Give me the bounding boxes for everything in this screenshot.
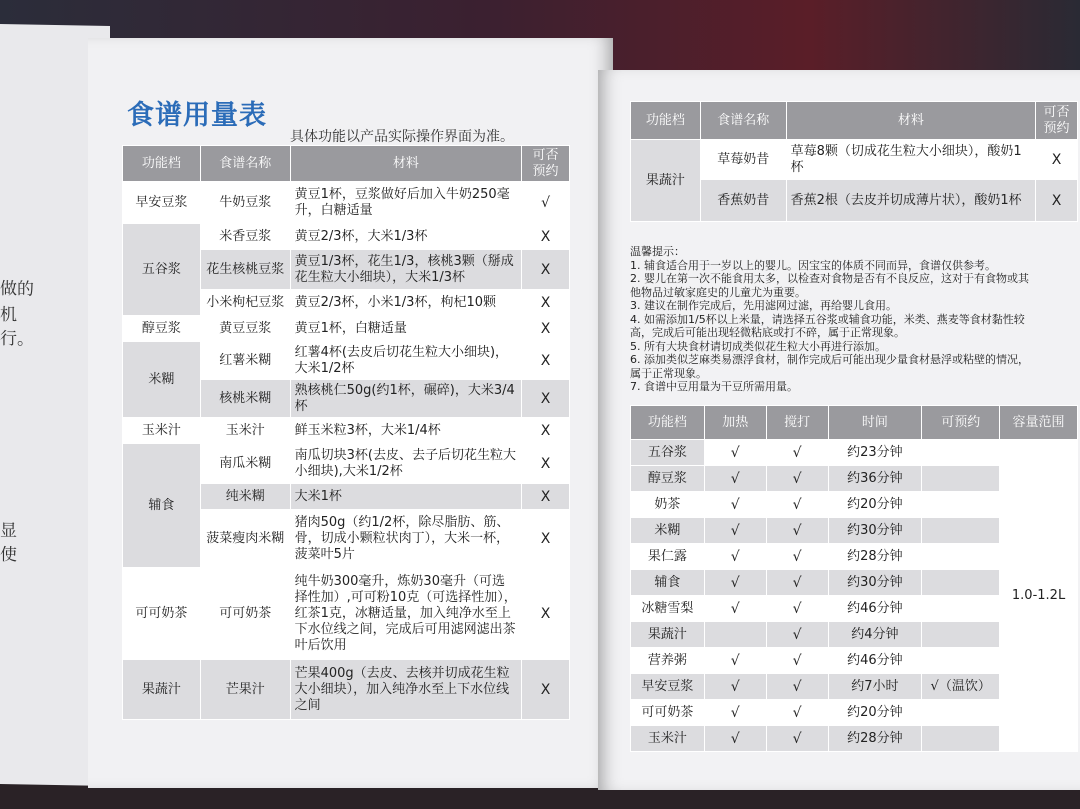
cell-func: 奶茶 — [631, 492, 705, 518]
cell-func: 五谷浆 — [631, 440, 705, 466]
cell-func: 果仁露 — [631, 544, 705, 570]
cell-heat: √ — [704, 466, 766, 492]
prev-page-fragment: 机 — [0, 305, 17, 326]
cell-heat: √ — [704, 596, 766, 622]
cell-reserve: X — [522, 418, 570, 444]
cell-time: 约28分钟 — [828, 544, 922, 570]
cell-time: 约7小时 — [828, 674, 922, 700]
cell-name: 草莓奶昔 — [700, 140, 786, 180]
cell-heat: √ — [704, 570, 766, 596]
cell-heat: √ — [704, 726, 766, 752]
cell-heat: √ — [704, 492, 766, 518]
cell-name: 纯米糊 — [200, 484, 290, 510]
cell-name: 芒果汁 — [200, 660, 290, 720]
header-func: 功能档 — [631, 406, 705, 440]
cell-reserve: X — [522, 316, 570, 342]
cell-reserve: X — [522, 484, 570, 510]
header-material: 材料 — [786, 102, 1035, 140]
table-row — [123, 418, 570, 444]
table-row — [123, 224, 570, 250]
cell-func: 早安豆浆 — [631, 674, 705, 700]
cell-reserve: X — [522, 250, 570, 290]
cell-name: 香蕉奶昔 — [700, 180, 786, 222]
table-row — [123, 316, 570, 342]
tips-line: 7. 食谱中豆用量为干豆所需用量。 — [630, 380, 798, 393]
cell-reserve: X — [522, 380, 570, 418]
cell-func: 果蔬汁 — [123, 660, 201, 720]
table-row — [123, 182, 570, 224]
cell-reserve: X — [1036, 140, 1078, 180]
cell-material: 红薯4杯(去皮后切花生粒大小细块)，大米1/2杯 — [290, 342, 521, 380]
cell-time: 约23分钟 — [828, 440, 922, 466]
cell-time: 约20分钟 — [828, 492, 922, 518]
cell-blend: √ — [766, 440, 828, 466]
cell-material: 黄豆1杯，豆浆做好后加入牛奶250毫升，白糖适量 — [290, 182, 521, 224]
cell-heat: √ — [704, 544, 766, 570]
cell-material: 草莓8颗（切成花生粒大小细块），酸奶1杯 — [786, 140, 1035, 180]
table-row — [123, 342, 570, 380]
table-row — [631, 440, 1078, 466]
header-heat: 加热 — [704, 406, 766, 440]
table-row — [123, 660, 570, 720]
cell-reserve: X — [522, 224, 570, 250]
cell-time: 约46分钟 — [828, 648, 922, 674]
cell-time: 约30分钟 — [828, 518, 922, 544]
tips-line: 6. 添加类似芝麻类易漂浮食材，制作完成后可能出现少量食材悬浮或粘壁的情况， — [630, 353, 1029, 366]
cell-reserve — [922, 700, 1000, 726]
tips-line: 1. 辅食适合用于一岁以上的婴儿。因宝宝的体质不同而异，食谱仅供参考。 — [630, 258, 996, 272]
prev-page-fragment: 做的 — [0, 279, 34, 300]
cell-func: 醇豆浆 — [123, 316, 201, 342]
cell-reserve: X — [522, 568, 570, 660]
cell-reserve — [922, 726, 1000, 752]
page-title: 食谱用量表 — [127, 100, 267, 131]
cell-func: 玉米汁 — [631, 726, 705, 752]
cell-material: 猪肉50g（约1/2杯，除尽脂肪、筋、骨，切成小颗粒状肉丁），大米一杯，菠菜叶5片 — [290, 510, 521, 568]
prev-page-fragment: 使 — [0, 545, 17, 566]
header-reserve: 可否 预约 — [522, 146, 570, 182]
prev-page-fragment: 行。 — [0, 329, 34, 350]
cell-time: 约46分钟 — [828, 596, 922, 622]
cell-reserve — [922, 648, 1000, 674]
cell-reserve: √ — [522, 182, 570, 224]
cell-func: 早安豆浆 — [123, 182, 201, 224]
cell-func: 营养粥 — [631, 648, 705, 674]
cell-func: 米糊 — [631, 518, 705, 544]
tips-section — [630, 245, 1080, 394]
header-capacity: 容量范围 — [1000, 406, 1078, 440]
cell-material: 大米1杯 — [290, 484, 521, 510]
cell-heat: √ — [704, 674, 766, 700]
cell-material: 香蕉2根（去皮并切成薄片状），酸奶1杯 — [786, 180, 1035, 222]
cell-material: 南瓜切块3杯(去皮、去子后切花生粒大小细块),大米1/2杯 — [290, 444, 521, 484]
header-func: 功能档 — [631, 102, 701, 140]
header-name: 食谱名称 — [200, 146, 290, 182]
cell-name: 黄豆豆浆 — [200, 316, 290, 342]
cell-material: 熟核桃仁50g(约1杯，碾碎)，大米3/4杯 — [290, 380, 521, 418]
cell-time: 约20分钟 — [828, 700, 922, 726]
cell-reserve — [922, 622, 1000, 648]
cell-material: 黄豆2/3杯，小米1/3杯，枸杞10颗 — [290, 290, 521, 316]
cell-func: 可可奶茶 — [631, 700, 705, 726]
page-subtitle: 具体功能以产品实际操作界面为准。 — [290, 129, 514, 145]
cell-func: 玉米汁 — [123, 418, 201, 444]
table-row — [631, 140, 1078, 180]
cell-reserve — [922, 544, 1000, 570]
cell-blend: √ — [766, 492, 828, 518]
cell-reserve: X — [522, 660, 570, 720]
tips-line: 3. 建议在制作完成后，先用滤网过滤，再给婴儿食用。 — [630, 299, 897, 312]
cell-reserve: √（温饮） — [922, 674, 1000, 700]
table-row — [123, 444, 570, 484]
cell-heat: √ — [704, 518, 766, 544]
cell-name: 牛奶豆浆 — [200, 182, 290, 224]
cell-blend: √ — [766, 726, 828, 752]
header-name: 食谱名称 — [700, 102, 786, 140]
cell-capacity: 1.0-1.2L — [1000, 440, 1078, 752]
cell-time: 约36分钟 — [828, 466, 922, 492]
cell-blend: √ — [766, 700, 828, 726]
cell-time: 约30分钟 — [828, 570, 922, 596]
cell-reserve — [922, 570, 1000, 596]
header-blend: 搅打 — [766, 406, 828, 440]
tips-line: 属于正常现象。 — [630, 366, 707, 380]
cell-name: 小米枸杞豆浆 — [200, 290, 290, 316]
cell-blend: √ — [766, 596, 828, 622]
cell-name: 玉米汁 — [200, 418, 290, 444]
tips-line: 2. 婴儿在第一次不能食用太多，以检查对食物是否有不良反应，这对于有食物或其 — [630, 272, 1029, 285]
cell-reserve: X — [522, 342, 570, 380]
cell-time: 约4分钟 — [828, 622, 922, 648]
cell-blend: √ — [766, 544, 828, 570]
cell-func: 果蔬汁 — [631, 140, 701, 222]
cell-func: 醇豆浆 — [631, 466, 705, 492]
cell-heat: √ — [704, 700, 766, 726]
cell-func: 可可奶茶 — [123, 568, 201, 660]
cell-reserve — [922, 492, 1000, 518]
tips-line: 温馨提示： — [630, 245, 685, 258]
cell-time: 约28分钟 — [828, 726, 922, 752]
tips-line: 5. 所有大块食材请切成类似花生粒大小再进行添加。 — [630, 339, 886, 353]
cell-heat: √ — [704, 648, 766, 674]
fruit-recipe-table — [630, 101, 1078, 222]
tips-line: 他物品过敏家庭史的儿童尤为重要。 — [630, 285, 806, 299]
cell-func: 果蔬汁 — [631, 622, 705, 648]
cell-heat: √ — [704, 440, 766, 466]
cell-reserve — [922, 440, 1000, 466]
header-func: 功能档 — [123, 146, 201, 182]
cell-blend: √ — [766, 518, 828, 544]
header-reserve: 可否 预约 — [1036, 102, 1078, 140]
header-reserve: 可预约 — [922, 406, 1000, 440]
cell-name: 米香豆浆 — [200, 224, 290, 250]
header-time: 时间 — [828, 406, 922, 440]
cell-blend: √ — [766, 622, 828, 648]
prev-page-fragment: 显 — [0, 521, 17, 542]
cell-name: 花生核桃豆浆 — [200, 250, 290, 290]
header-material: 材料 — [290, 146, 521, 182]
cell-name: 可可奶茶 — [200, 568, 290, 660]
cell-func: 辅食 — [631, 570, 705, 596]
cell-blend: √ — [766, 648, 828, 674]
cell-material: 黄豆1杯，白糖适量 — [290, 316, 521, 342]
cell-reserve — [922, 518, 1000, 544]
recipe-table — [122, 145, 570, 720]
cell-blend: √ — [766, 570, 828, 596]
cell-material: 黄豆2/3杯，大米1/3杯 — [290, 224, 521, 250]
cell-func: 五谷浆 — [123, 224, 201, 316]
table-row — [123, 568, 570, 660]
function-table — [630, 405, 1078, 752]
cell-reserve — [922, 596, 1000, 622]
cell-reserve: X — [522, 444, 570, 484]
tips-line: 4. 如需添加1/5杯以上米量，请选择五谷浆或辅食功能，米类、燕麦等食材黏性较 — [630, 312, 1025, 326]
cell-material: 黄豆1/3杯，花生1/3，核桃3颗（掰成花生粒大小细块），大米1/3杯 — [290, 250, 521, 290]
cell-blend: √ — [766, 674, 828, 700]
cell-func: 米糊 — [123, 342, 201, 418]
cell-name: 菠菜瘦肉米糊 — [200, 510, 290, 568]
cell-material: 纯牛奶300毫升，炼奶30毫升（可选择性加）,可可粉10克（可选择性加），红茶1克，冰糖适量，加入纯净水至上下水位线之间，完成后可用滤网滤出茶叶后饮用 — [290, 568, 521, 660]
cell-func: 辅食 — [123, 444, 201, 568]
cell-blend: √ — [766, 466, 828, 492]
cell-name: 南瓜米糊 — [200, 444, 290, 484]
cell-func: 冰糖雪梨 — [631, 596, 705, 622]
cell-name: 红薯米糊 — [200, 342, 290, 380]
cell-material: 芒果400g（去皮、去核并切成花生粒大小细块），加入纯净水至上下水位线之间 — [290, 660, 521, 720]
cell-reserve: X — [522, 510, 570, 568]
cell-reserve: X — [522, 290, 570, 316]
cell-material: 鲜玉米粒3杯，大米1/4杯 — [290, 418, 521, 444]
cell-name: 核桃米糊 — [200, 380, 290, 418]
cell-reserve: X — [1036, 180, 1078, 222]
cell-heat — [704, 622, 766, 648]
tips-line: 高，完成后可能出现轻微粘底或打不碎，属于正常现象。 — [630, 326, 905, 339]
cell-reserve — [922, 466, 1000, 492]
